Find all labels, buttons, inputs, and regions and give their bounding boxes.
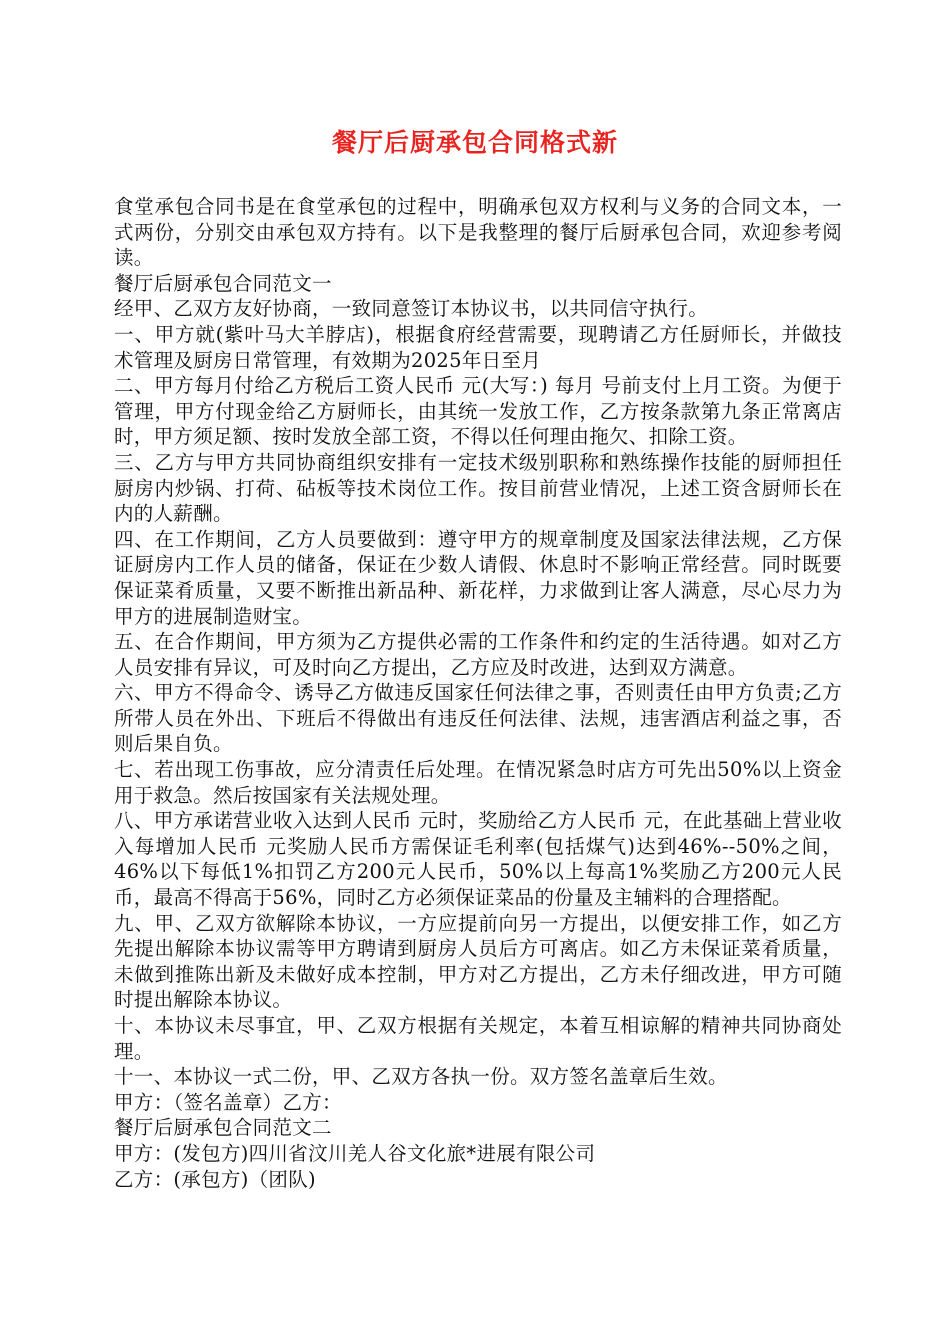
section-heading-sample-two: 餐厅后厨承包合同范文二 (114, 1116, 332, 1140)
intro-paragraph: 食堂承包合同书是在食堂承包的过程中，明确承包双方权利与义务的合同文本，一式两份，分别交由承包双方持有。以下是我整理的餐厅后厨承包合同，欢迎参考阅读。 (114, 195, 842, 270)
agreement-preamble: 经甲、乙双方友好协商，一致同意签订本协议书，以共同信守执行。 (114, 297, 709, 321)
signature-line: 甲方：（签名盖章）乙方： (114, 1090, 342, 1114)
document-title: 餐厅后厨承包合同格式新 (331, 128, 618, 157)
clause-8: 八、甲方承诺营业收入达到人民币 元时，奖励给乙方人民币 元，在此基础上营业收入每增加人民币 元奖励人民币方需保证毛利率(包括煤气)达到46%--50%之间，46%以下每低1%扣罚乙方200元人民币，50%以上每高1%奖励乙方200元人民币，最高不得高于56%，同时乙方必须保证菜品的份量及主辅料的合理搭配。 (114, 809, 842, 910)
party-b-line: 乙方：(承包方)（团队) (114, 1167, 316, 1191)
party-a-line: 甲方：(发包方)四川省汶川羌人谷文化旅*进展有限公司 (114, 1141, 596, 1165)
clause-6: 六、甲方不得命令、诱导乙方做违反国家任何法律之事，否则责任由甲方负责;乙方所带人员在外出、下班后不得做出有违反任何法律、法规，违害酒店利益之事，否则后果自负。 (114, 681, 842, 756)
section-heading-sample-one: 餐厅后厨承包合同范文一 (114, 271, 332, 295)
clause-10: 十、本协议未尽事宜，甲、乙双方根据有关规定，本着互相谅解的精神共同协商处理。 (114, 1014, 842, 1063)
clause-11: 十一、本协议一式二份，甲、乙双方各执一份。双方签名盖章后生效。 (114, 1065, 728, 1089)
document-body (114, 194, 842, 1192)
clause-4: 四、在工作期间，乙方人员要做到：遵守甲方的规章制度及国家法律法规，乙方保证厨房内工作人员的储备，保证在少数人请假、休息时不影响正常经营。同时既要保证菜肴质量，又要不断推出新品种、新花样，力求做到让客人满意，尽心尽力为甲方的进展制造财宝。 (114, 527, 842, 628)
clause-9: 九、甲、乙双方欲解除本协议，一方应提前向另一方提出，以便安排工作，如乙方先提出解除本协议需等甲方聘请到厨房人员后方可离店。如乙方未保证菜肴质量，未做到推陈出新及未做好成本控制，甲方对乙方提出，乙方未仔细改进，甲方可随时提出解除本协议。 (114, 911, 842, 1012)
clause-3: 三、乙方与甲方共同协商组织安排有一定技术级别职称和熟练操作技能的厨师担任厨房内炒锅、打荷、砧板等技术岗位工作。按目前营业情况，上述工资含厨师长在内的人薪酬。 (114, 450, 842, 526)
clause-1: 一、甲方就(紫叶马大羊脖店)，根据食府经营需要，现聘请乙方任厨师长，并做技术管理及厨房日常管理，有效期为2025年日至月 (114, 322, 842, 372)
clause-7: 七、若出现工伤事故，应分清责任后处理。在情况紧急时店方可先出50%以上资金用于救急。然后按国家有关法规处理。 (114, 758, 842, 807)
clause-5: 五、在合作期间，甲方须为乙方提供必需的工作条件和约定的生活待遇。如对乙方人员安排有异议，可及时向乙方提出，乙方应及时改进，达到双方满意。 (114, 630, 842, 679)
clause-2: 二、甲方每月付给乙方税后工资人民币 元(大写：) 每月 号前支付上月工资。为便于管理，甲方付现金给乙方厨师长，由其统一发放工作，乙方按条款第九条正常离店时，甲方须足额、按时发放全部工资，不得以任何理由拖欠、扣除工资。 (114, 374, 842, 449)
